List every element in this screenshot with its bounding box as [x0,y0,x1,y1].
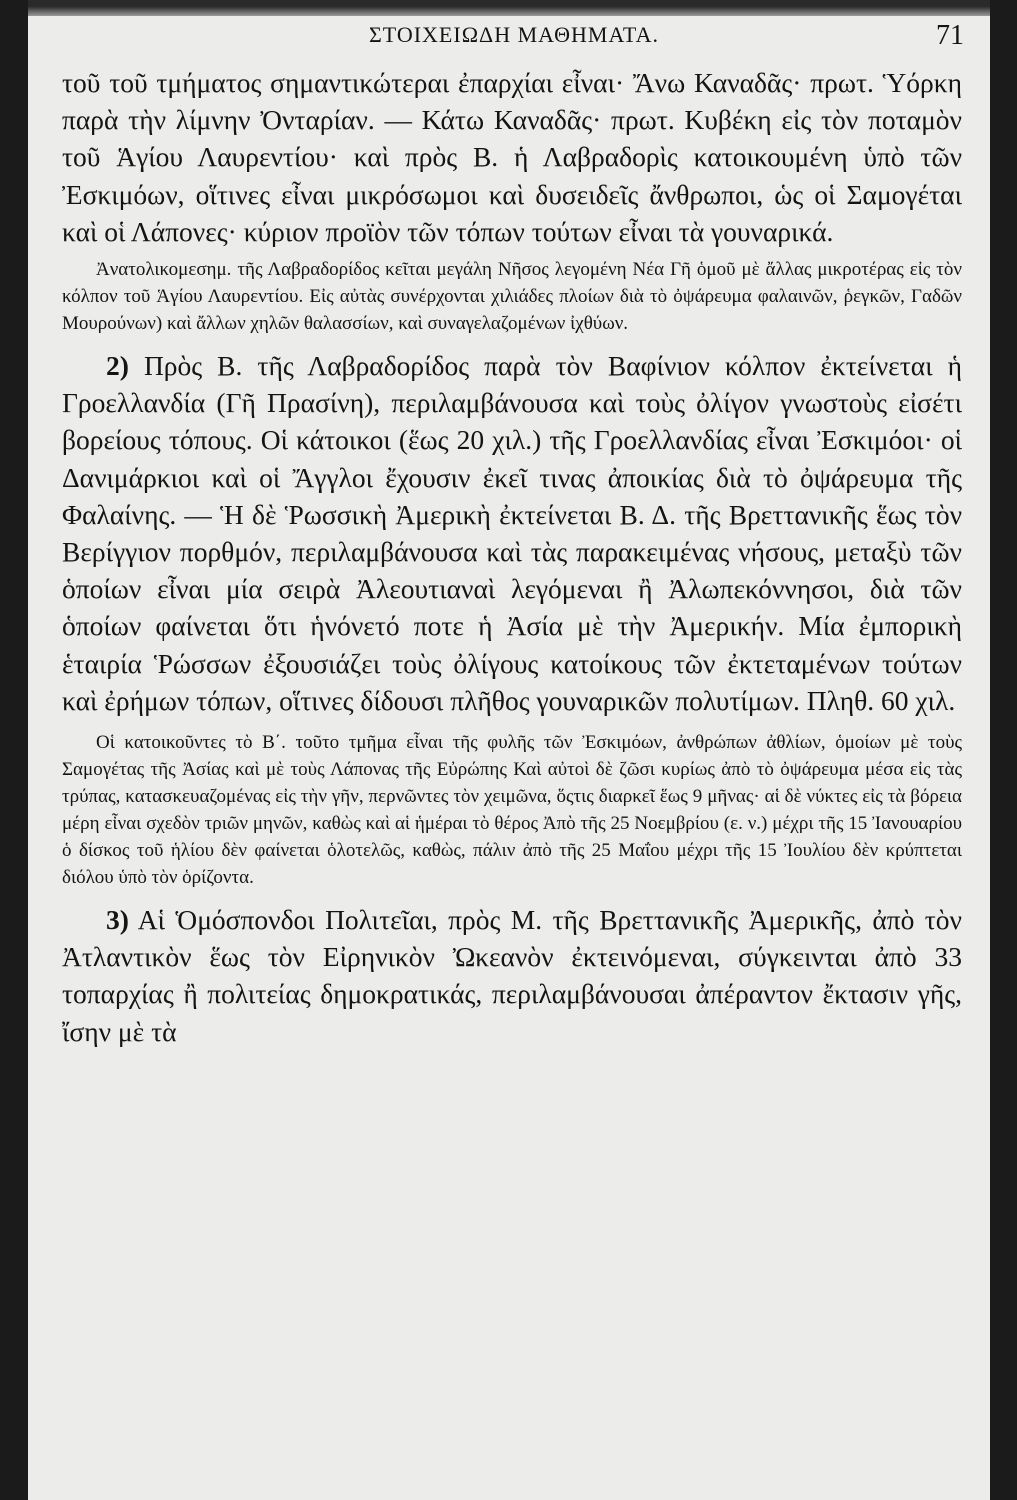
page-number: 71 [936,20,964,51]
section-number: 2) [106,350,129,382]
page-top-edge [28,0,990,16]
paragraph-united-states [62,901,962,1050]
book-page [28,0,990,1500]
page-header [64,22,964,62]
paragraph-text: Πρὸς Β. τῆς Λαβραδορίδος παρὰ τὸν Βαφίνιον κόλπον ἐκτείνεται ἡ Γροελλανδία (Γῆ Πρασίνη), περιλαμβάνουσα καὶ τοὺς ὀλίγον γνωστοὺς εἰσέτι βορείους τόπους. Οἱ κάτοικοι (ἕως 20 χιλ.) τῆς Γροελλανδίας εἶναι Ἐσκιμόοι· οἱ Δανιμάρκιοι καὶ οἱ Ἄγγλοι ἔχουσιν ἐκεῖ τινας ἀποικίας διὰ τὸ ὀψάρευμα τῆς Φαλαίνης. — Ἡ δὲ Ῥωσσικὴ Ἀμερικὴ ἐκτείνεται Β. Δ. τῆς Βρεττανικῆς ἕως τὸν Βερίγγιον πορθμόν, περιλαμβάνουσα καὶ τὰς παρακειμένας νήσους, μεταξὺ τῶν ὁποίων εἶναι μία σειρὰ Ἀλεουτιαναὶ λεγόμεναι ἢ Ἀλωπεκόννησοι, διὰ τῶν ὁποίων φαίνεται ὅτι ἡνόνετό ποτε ἡ Ἀσία μὲ τὴν Ἀμερικήν. Μία ἐμπορικὴ ἑταιρία Ῥώσσων ἐξουσιάζει τοὺς ὀλίγους κατοίκους τῶν ἐκτεταμένων τούτων καὶ ἐρήμων τόπων, οἵτινες δίδουσι πλῆθος γουναρικῶν πολυτίμων. Πληθ. 60 χιλ. [62,350,962,716]
note-text: Ἀνατολικομεσημ. τῆς Λαβραδορίδος κεῖται μεγάλη Νῆσος λεγομένη Νέα Γῆ ὁμοῦ μὲ ἄλλας μικροτέρας εἰς τὸν κόλπον τοῦ Ἁγίου Λαυρεντίου. Εἰς αὐτὰς συνέρχονται χιλιάδες πλοίων διὰ τὸ ὀψάρευμα φαλαινῶν, ῥεγκῶν, Γαδῶν Μουρούνων) καὶ ἄλλων χηλῶν θαλασσίων, καὶ συναγελαζομένων ἰχθύων. [62,259,962,335]
paragraph-greenland [62,347,962,719]
note-newfoundland [62,256,962,337]
note-eskimos [62,729,962,891]
body-text [62,64,962,1050]
paragraph-canada [62,64,962,250]
paragraph-text: τοῦ τοῦ τμήματος σημαντικώτεραι ἐπαρχίαι εἶναι· Ἄνω Καναδᾶς· πρωτ. Ὑόρκη παρὰ τὴν λίμνην Ὀνταρίαν. — Κάτω Καναδᾶς· πρωτ. Κυβέκη εἰς τὸν ποταμὸν τοῦ Ἁγίου Λαυρεντίου· καὶ πρὸς Β. ἡ Λαβραδορὶς κατοικουμένη ὑπὸ τῶν Ἐσκιμόων, οἵτινες εἶναι μικρόσωμοι καὶ δυσειδεῖς ἄνθρωποι, ὡς οἱ Σαμογέται καὶ οἱ Λάπονες· κύριον προϊὸν τῶν τόπων τούτων εἶναι τὰ γουναρικά. [62,67,962,247]
running-title: ΣΤΟΙΧΕΙΩΔΗ ΜΑΘΗΜΑΤΑ. [368,22,659,47]
paragraph-text: Αἱ Ὁμόσπονδοι Πολιτεῖαι, πρὸς Μ. τῆς Βρεττανικῆς Ἀμερικῆς, ἀπὸ τὸν Ἀτλαντικὸν ἕως τὸν Εἰρηνικὸν Ὠκεανὸν ἐκτεινόμεναι, σύγκεινται ἀπὸ 33 τοπαρχίας ἢ πολιτείας δημοκρατικάς, περιλαμβάνουσαι ἀπέραντον ἔκτασιν γῆς, ἴσην μὲ τὰ [62,904,962,1047]
note-text: Οἱ κατοικοῦντες τὸ Β΄. τοῦτο τμῆμα εἶναι τῆς φυλῆς τῶν Ἐσκιμόων, ἀνθρώπων ἀθλίων, ὁμοίων μὲ τοὺς Σαμογέτας τῆς Ἀσίας καὶ μὲ τοὺς Λάπονας τῆς Εὐρώπης Καὶ αὐτοὶ δὲ ζῶσι κυρίως ἀπὸ τὸ ὀψάρευμα μέσα εἰς τὰς τρύπας, κατασκευαζομένας εἰς τὴν γῆν, περνῶντες τὸν χειμῶνα, ὅςτις διαρκεῖ ἕως 9 μῆνας· αἱ δὲ νύκτες εἰς τὰ βόρεια μέρη εἶναι σχεδὸν τριῶν μηνῶν, καθὼς καὶ αἱ ἡμέραι τὸ θέρος Ἀπὸ τῆς 25 Νοεμβρίου (ε. ν.) μέχρι τῆς 15 Ἰανουαρίου ὁ δίσκος τοῦ ἡλίου δὲν φαίνεται ὁλοτελῶς, καθὼς, πάλιν ἀπὸ τῆς 25 Μαΐου μέχρι τῆς 15 Ἰουλίου δὲν κρύπτεται διόλου ὑπὸ τὸν ὁρίζοντα. [62,732,962,889]
section-number: 3) [106,904,129,936]
